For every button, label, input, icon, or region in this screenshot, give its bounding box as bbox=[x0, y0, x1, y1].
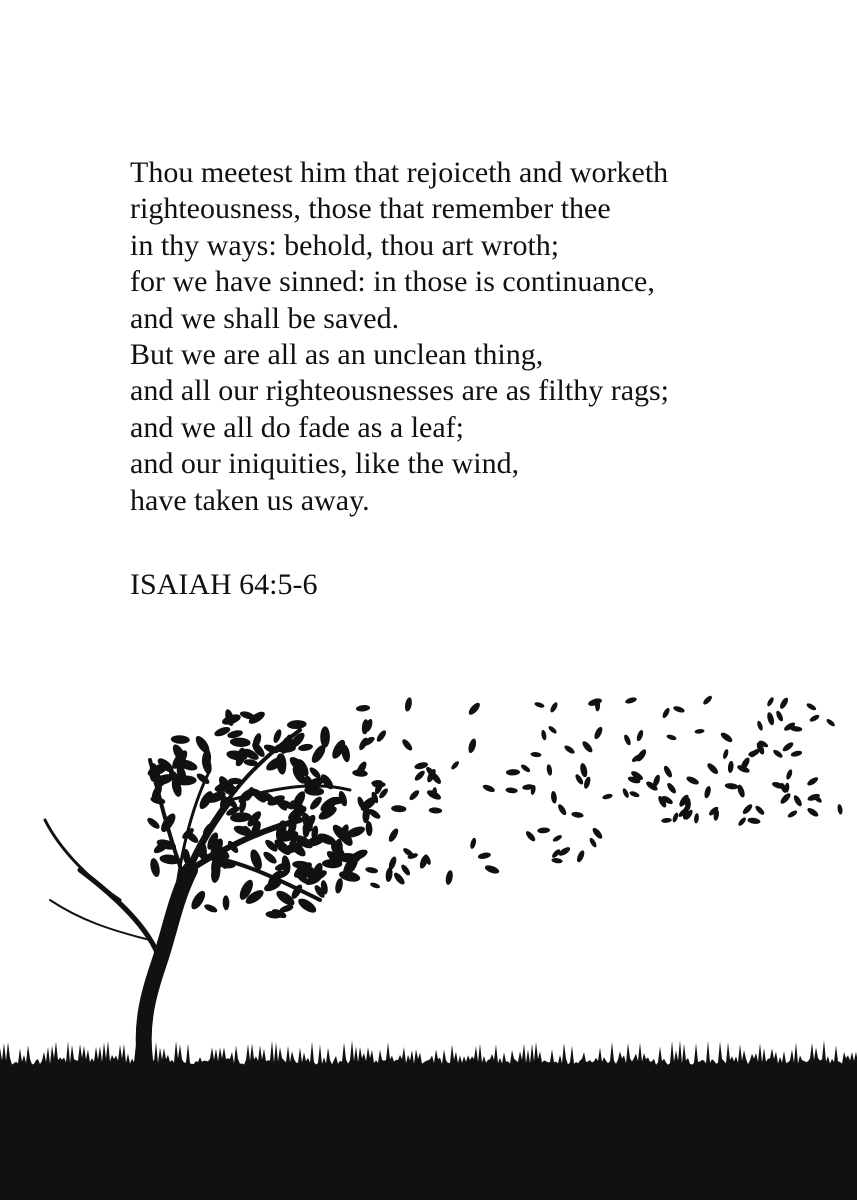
leaf bbox=[837, 804, 843, 815]
leaf bbox=[549, 701, 559, 713]
leaf bbox=[505, 787, 518, 794]
leaf bbox=[666, 734, 677, 742]
leaf bbox=[621, 787, 630, 798]
leaf bbox=[550, 791, 557, 804]
leaf bbox=[287, 720, 307, 730]
verse-line: and we all do fade as a leaf; bbox=[130, 410, 464, 444]
leaf bbox=[203, 903, 218, 914]
leaf bbox=[429, 807, 443, 814]
leaf bbox=[672, 812, 680, 823]
leaf bbox=[787, 809, 799, 819]
leaf bbox=[482, 783, 496, 793]
verse-reference: ISAIAH 64:5-6 bbox=[130, 568, 318, 601]
leaf bbox=[756, 720, 764, 731]
verse-line: in thy ways: behold, thou art wroth; bbox=[130, 228, 560, 262]
ground-base bbox=[0, 1065, 857, 1200]
verse-line: But we are all as an unclean thing, bbox=[130, 338, 544, 372]
verse-line: have taken us away. bbox=[130, 483, 370, 517]
leaf bbox=[530, 752, 541, 758]
leaf bbox=[719, 731, 734, 744]
leaf bbox=[579, 762, 588, 777]
leaf bbox=[149, 857, 162, 878]
verse-line: and our iniquities, like the wind, bbox=[130, 447, 520, 481]
leaf bbox=[661, 707, 671, 719]
leaf bbox=[171, 735, 190, 744]
leaf bbox=[189, 889, 208, 912]
leaf bbox=[547, 725, 558, 735]
leaf bbox=[537, 827, 550, 834]
leaf bbox=[298, 743, 314, 752]
leaf bbox=[602, 793, 613, 800]
leaf bbox=[467, 701, 482, 717]
leaf bbox=[661, 817, 672, 823]
leaf bbox=[781, 741, 795, 753]
leaf bbox=[546, 764, 553, 776]
leaf bbox=[450, 760, 460, 771]
leaf bbox=[625, 696, 638, 704]
leaf bbox=[766, 711, 775, 725]
leaf bbox=[593, 726, 604, 741]
leaf bbox=[737, 816, 747, 827]
leaf bbox=[576, 849, 586, 863]
leaf bbox=[552, 834, 563, 843]
leaf bbox=[413, 769, 426, 782]
leaf bbox=[520, 763, 532, 773]
leaf bbox=[779, 792, 792, 806]
leaf bbox=[809, 714, 821, 723]
leaf bbox=[334, 877, 344, 894]
leaf bbox=[825, 718, 836, 728]
leaf bbox=[722, 749, 729, 760]
leaf bbox=[623, 734, 632, 746]
leaf bbox=[673, 705, 686, 714]
leaf bbox=[571, 811, 584, 818]
leaf bbox=[408, 789, 421, 802]
leaf bbox=[557, 803, 568, 816]
leaf bbox=[805, 702, 817, 712]
leaf bbox=[727, 761, 734, 774]
leaf bbox=[477, 851, 491, 860]
leaf bbox=[400, 738, 413, 752]
leaf bbox=[400, 863, 412, 877]
verse-line: and all our righteousnesses are as filthy rags; bbox=[130, 374, 670, 408]
verse-line: and we shall be saved. bbox=[130, 301, 400, 335]
leaf bbox=[534, 701, 545, 709]
leaf bbox=[365, 821, 373, 836]
leaf bbox=[806, 806, 820, 818]
leaf bbox=[778, 696, 789, 710]
leaf bbox=[146, 816, 162, 831]
leaf bbox=[706, 762, 720, 776]
leaf bbox=[372, 782, 386, 788]
leaf bbox=[387, 827, 400, 843]
leaf bbox=[724, 782, 738, 790]
leaf bbox=[524, 830, 537, 843]
verse-line: Thou meetest him that rejoiceth and worketh bbox=[130, 156, 669, 189]
leaf bbox=[365, 866, 379, 874]
leaf bbox=[636, 729, 645, 742]
leaf bbox=[506, 769, 520, 776]
leaf bbox=[356, 704, 371, 712]
verse-line: for we have sinned: in those is continuance, bbox=[130, 265, 655, 299]
leaf bbox=[404, 697, 413, 712]
leaf bbox=[391, 805, 407, 813]
leaf bbox=[685, 775, 700, 786]
leaf bbox=[694, 813, 700, 824]
leaves bbox=[146, 694, 844, 920]
leaf bbox=[806, 776, 819, 787]
verse-line: righteousness, those that remember thee bbox=[130, 192, 611, 226]
leaf bbox=[274, 743, 295, 753]
leaf bbox=[588, 837, 598, 849]
leaf bbox=[591, 826, 604, 840]
leaf bbox=[272, 728, 283, 744]
leaf bbox=[703, 785, 712, 799]
leaf bbox=[222, 895, 229, 910]
leaf bbox=[467, 738, 478, 754]
leaf bbox=[587, 697, 603, 707]
leaf bbox=[262, 850, 279, 866]
leaf bbox=[540, 729, 547, 740]
leaf bbox=[775, 710, 785, 723]
leaf bbox=[445, 870, 454, 886]
leaf bbox=[563, 744, 576, 755]
leaf bbox=[551, 857, 563, 864]
leaf bbox=[772, 748, 784, 759]
leaf bbox=[484, 864, 500, 876]
leaf bbox=[392, 871, 406, 886]
leaf bbox=[375, 729, 388, 743]
leaf bbox=[792, 794, 803, 808]
leaf bbox=[583, 776, 592, 789]
leaf bbox=[629, 790, 641, 798]
leaf bbox=[662, 765, 673, 779]
leaf bbox=[766, 696, 775, 707]
leaf bbox=[747, 817, 761, 825]
leaf bbox=[581, 740, 594, 754]
leaf bbox=[754, 804, 766, 816]
leaf bbox=[469, 837, 477, 849]
leaf bbox=[694, 729, 704, 735]
leaf bbox=[320, 726, 330, 747]
leaf bbox=[741, 803, 754, 816]
leaf bbox=[369, 881, 380, 889]
leaf bbox=[790, 750, 803, 758]
leaf bbox=[230, 737, 251, 748]
leaf bbox=[785, 769, 793, 781]
leaf bbox=[702, 694, 714, 706]
leaf bbox=[666, 782, 678, 795]
